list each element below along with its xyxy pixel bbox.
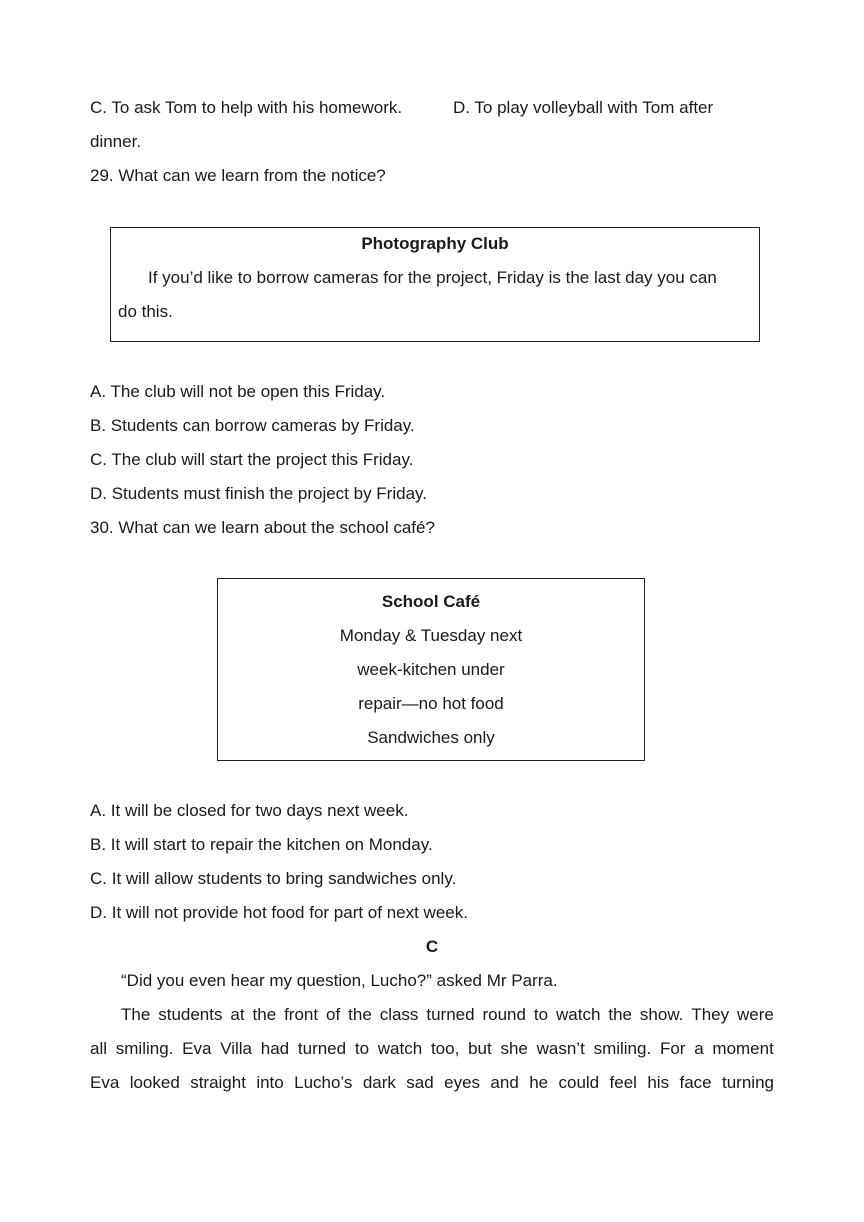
passage-paragraph-2-line-3: Eva looked straight into Lucho’s dark sad eyes and he could feel his face turning	[90, 1073, 774, 1092]
q28-option-d-continued: dinner.	[90, 132, 142, 151]
school-cafe-notice	[217, 578, 645, 761]
q30-option-a: A. It will be closed for two days next week.	[90, 801, 409, 820]
cafe-notice-title: School Café	[381, 592, 481, 611]
q30-option-c: C. It will allow students to bring sandwiches only.	[90, 869, 457, 888]
notice-text-line-1: If you’d like to borrow cameras for the project, Friday is the last day you can	[148, 268, 717, 287]
passage-paragraph-2-line-2: all smiling. Eva Villa had turned to watch too, but she wasn’t smiling. For a moment	[90, 1039, 774, 1058]
notice-text-line-2: do this.	[118, 302, 173, 321]
cafe-notice-line-3: repair—no hot food	[358, 694, 504, 713]
cafe-notice-line-4: Sandwiches only	[367, 728, 495, 747]
section-c-heading: C	[425, 937, 439, 956]
photography-club-notice	[110, 227, 760, 342]
q30-question: 30. What can we learn about the school café?	[90, 518, 435, 537]
q30-option-b: B. It will start to repair the kitchen on Monday.	[90, 835, 433, 854]
q29-option-a: A. The club will not be open this Friday.	[90, 382, 386, 401]
q29-option-b: B. Students can borrow cameras by Friday.	[90, 416, 415, 435]
cafe-notice-line-1: Monday & Tuesday next	[339, 626, 523, 645]
notice-title: Photography Club	[361, 234, 509, 253]
q29-question: 29. What can we learn from the notice?	[90, 166, 386, 185]
passage-paragraph-1: “Did you even hear my question, Lucho?” asked Mr Parra.	[121, 971, 558, 990]
q30-option-d: D. It will not provide hot food for part of next week.	[90, 903, 468, 922]
q29-option-c: C. The club will start the project this Friday.	[90, 450, 414, 469]
q29-option-d: D. Students must finish the project by Friday.	[90, 484, 427, 503]
cafe-notice-line-2: week-kitchen under	[357, 660, 505, 679]
q28-option-d: D. To play volleyball with Tom after	[453, 98, 714, 117]
passage-paragraph-2-line-1: The students at the front of the class turned round to watch the show. They were	[121, 1005, 774, 1024]
q28-option-c: C. To ask Tom to help with his homework.	[90, 98, 403, 117]
